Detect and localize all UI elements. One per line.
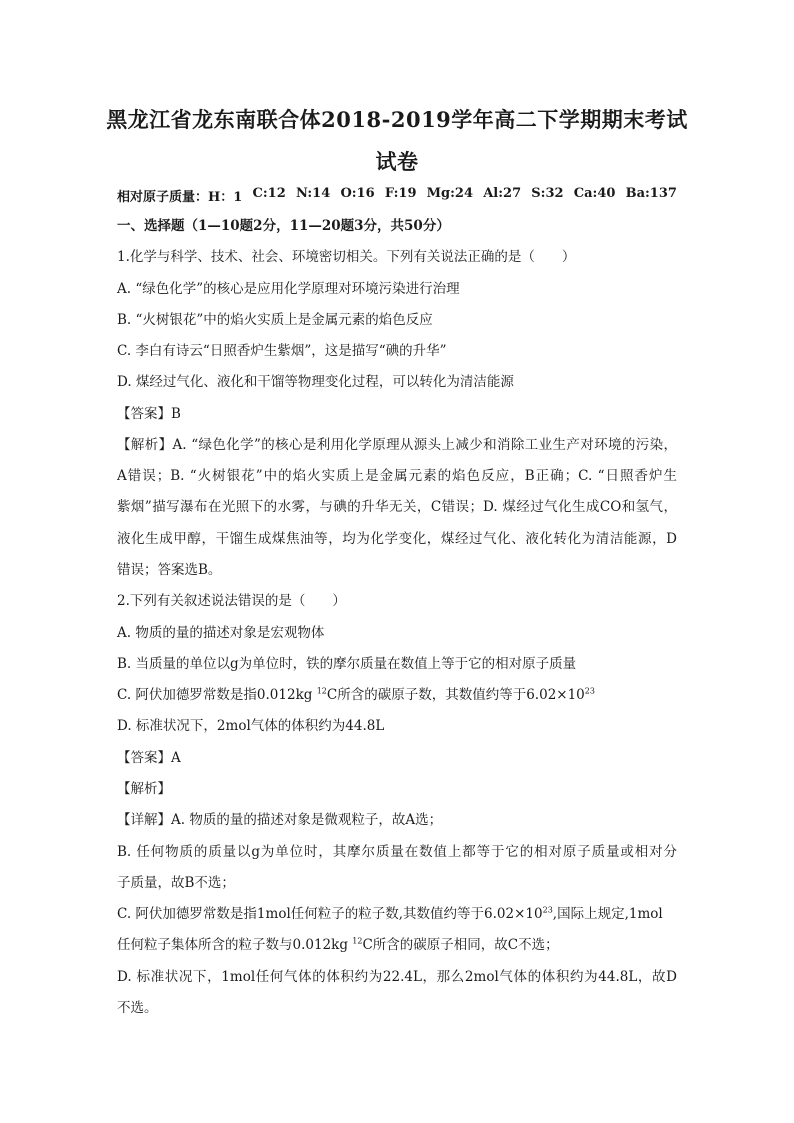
q1-stem: 1.化学与科学、技术、社会、环境密切相关。下列有关说法正确的是（ ） xyxy=(117,249,576,265)
doc-title-line2: 试卷 xyxy=(375,149,419,174)
atomic-mass-item: Ca:40 xyxy=(573,186,616,201)
atomic-mass-item: Al:27 xyxy=(483,186,522,201)
q2-option-a: A. 物质的量的描述对象是宏观物体 xyxy=(117,625,325,641)
q2-stem: 2.下列有关叙述说法错误的是（ ） xyxy=(117,593,346,609)
atomic-mass-item: C:12 xyxy=(252,186,286,201)
q2-detail-line: 任何粒子集体所含的粒子数与0.012kg $^{12}$C所含的碳原子相同，故C不选； xyxy=(117,936,559,953)
atomic-mass-item: S:32 xyxy=(531,186,564,201)
q2-detail-line: D. 标准状况下，1mol任何气体的体积约为22.4L，那么2mol气体的体积约为44.8L，故D xyxy=(117,969,677,985)
q1-analysis-line: 【解析】A. “绿色化学”的核心是利用化学原理从源头上减少和消除工业生产对环境的污染， xyxy=(117,437,677,453)
q2-option-c: C. 阿伏加德罗常数是指0.012kg $^{12}$C所含的碳原子数，其数值约等于$6.02\times 10^{23}$ xyxy=(117,686,595,703)
atomic-mass-item: Ba:137 xyxy=(625,186,677,201)
q1-analysis-line: A错误；B. “火树银花”中的焰火实质上是金属元素的焰色反应，B正确；C. “日照香炉生 xyxy=(117,468,677,484)
section-heading: 一、选择题（1—10题2分，11—20题3分，共50分） xyxy=(117,218,450,234)
q2-answer: 【答案】A xyxy=(117,750,181,766)
atomic-mass-label: 相对原子质量：H：1 xyxy=(117,190,243,205)
atomic-mass-item: N:14 xyxy=(295,186,331,201)
q1-analysis-line: 液化生成甲醇，干馏生成煤焦油等，均为化学变化，煤经过气化、液化转化为清洁能源，D xyxy=(117,531,677,547)
q2-detail-line: 不选。 xyxy=(117,1000,158,1016)
q1-option-b: B. “火树银花”中的焰火实质上是金属元素的焰色反应 xyxy=(117,312,433,328)
q2-detail-line: B. 任何物质的质量以g为单位时，其摩尔质量在数值上都等于它的相对原子质量或相对分 xyxy=(117,844,677,860)
q1-analysis-line: 错误；答案选B。 xyxy=(117,562,222,578)
q1-option-c: C. 李白有诗云“日照香炉生紫烟”，这是描写“碘的升华” xyxy=(117,343,447,359)
q1-analysis-line: 紫烟”描写瀑布在光照下的水雾，与碘的升华无关，C错误；D. 煤经过气化生成CO和氢气， xyxy=(117,499,677,515)
q2-analysis-head: 【解析】 xyxy=(117,781,171,797)
doc-title-line1: 黑龙江省龙东南联合体2018-2019学年高二下学期期末考试 xyxy=(106,107,688,132)
q2-option-b: B. 当质量的单位以g为单位时，铁的摩尔质量在数值上等于它的相对原子质量 xyxy=(117,656,577,672)
q2-detail-line: 子质量，故B不选； xyxy=(117,875,235,891)
atomic-mass-row xyxy=(117,186,677,205)
q2-detail-line: C. 阿伏加德罗常数是指1mol任何粒子的粒子数,其数值约等于$6.02\times 10^{23}$,国际上规定,1mol xyxy=(117,905,663,922)
q2-option-d: D. 标准状况下，2mol气体的体积约为44.8L xyxy=(117,718,385,734)
q1-answer: 【答案】B xyxy=(117,406,181,422)
atomic-mass-item: F:19 xyxy=(384,186,417,201)
q1-option-d: D. 煤经过气化、液化和干馏等物理变化过程，可以转化为清洁能源 xyxy=(117,374,514,390)
q1-option-a: A. “绿色化学”的核心是应用化学原理对环境污染进行治理 xyxy=(117,281,460,297)
atomic-mass-item: O:16 xyxy=(340,186,375,201)
q2-detail-line: 【详解】A. 物质的量的描述对象是微观粒子，故A选； xyxy=(117,812,443,828)
atomic-mass-item: Mg:24 xyxy=(426,186,474,201)
